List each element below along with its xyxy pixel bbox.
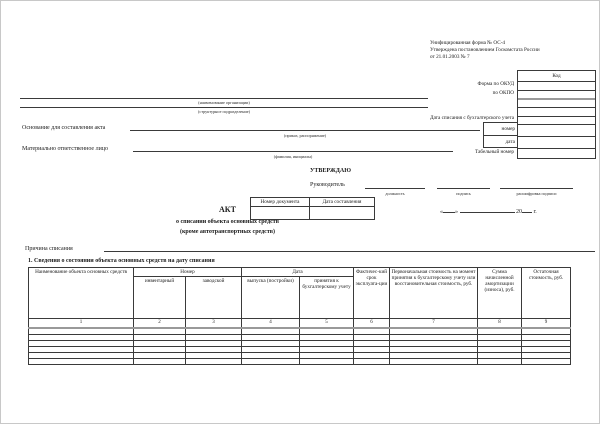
responsible-person-label: Материально ответственное лицо [22,146,109,152]
basis-caption: (приказ, распоряжение) [283,133,327,138]
col-number: 9 [522,319,571,329]
approve-date-line [440,206,537,216]
act-title: АКТ [219,205,236,214]
responsible-person-line [133,151,453,152]
close-quote: » [455,209,458,215]
empty-cell [186,358,242,364]
empty-cell [354,358,390,364]
year-suffix: г. [533,209,537,215]
position-caption: должность [385,191,405,196]
doc-number-header: Номер документа [251,198,310,207]
order-number-label: номер [501,126,515,132]
order-number-cell [518,124,595,136]
section1-title: 1. Сведения о состоянии объекта основных средств на дату списания [28,258,215,264]
empty-cell [522,358,571,364]
empty-cell [242,358,300,364]
col-group-number: Номер [134,268,242,277]
organization-line [20,98,428,99]
position-signature-line [365,188,425,189]
col-name-header: Наименование объекта основных средств [29,268,134,319]
act-subtitle-1: о списании объекта основных средств [176,219,279,225]
responsible-person-caption: (фамилия, инициалы) [273,154,313,159]
division-line [20,107,428,108]
col-life-header: Фактичес-кий срок эксплуата-ции [354,268,390,319]
column-number-row [29,319,571,329]
form-approval-note [430,40,596,61]
col-number: 2 [134,319,186,329]
year-blank [522,206,532,213]
col-depreciation-header: Сумма начисленной амортизации (износа), руб. [478,268,522,319]
basis-line [130,130,480,131]
approve-label: УТВЕРЖДАЮ [310,168,352,174]
col-factory-header: заводской [186,277,242,319]
tab-number-cell [518,148,595,158]
name-line [500,188,573,189]
okpo-code-cell [518,90,595,98]
act-subtitle-2: (кроме автотранспортных средств) [179,229,276,235]
empty-code-cell [518,98,595,107]
okud-label: Форма по ОКУД [477,81,514,87]
col-number: 5 [300,319,354,329]
division-caption: (структурное подразделение) [197,109,251,114]
organization-caption: (наименование организации) [198,100,250,105]
col-residual-header: Остаточная стоимость, руб. [522,268,571,319]
reason-label: Причина списания [25,246,73,252]
year-prefix: 20 [516,209,522,215]
empty-cell [390,358,478,364]
table-row [29,358,571,364]
code-header-cell: Код [552,73,561,79]
writeoff-date-cell [518,116,595,124]
signature-caption: подпись [456,191,471,196]
okpo-label: по ОКПО [492,90,514,96]
col-number: 4 [242,319,300,329]
asset-table-group-header-row [29,268,571,277]
doc-date-header: Дата составления [310,198,375,207]
col-group-date: Дата [242,268,354,277]
col-initial-cost-header: Первоначальная стоимость на момент принятия к бухгалтерскому учету или восстановительная стоимость, руб. [390,268,478,319]
empty-cell [29,358,134,364]
empty-code-cell [518,107,595,116]
col-number: 1 [29,319,134,329]
form-approved-line: Утверждена постановлением Госкомстата России [430,47,540,53]
reason-line [104,251,595,252]
col-issue-date-header: выпуска (постройки) [242,277,300,319]
col-number: 6 [354,319,390,329]
day-blank [443,206,455,213]
name-caption: расшифровка подписи [516,191,557,196]
form-date-line: от 21.01.2003 № 7 [430,54,470,60]
col-number: 3 [186,319,242,329]
head-label: Руководитель [310,182,345,188]
basis-label: Основание для составления акта [22,125,106,131]
asset-table-body [29,268,571,365]
col-accept-date-header: принятия к бухгалтерскому учету [300,277,354,319]
empty-cell [300,358,354,364]
col-number: 7 [390,319,478,329]
form-name-line: Унифицированная форма № ОС-4 [430,40,506,46]
col-number: 8 [478,319,522,329]
col-inventory-header: инвентарный [134,277,186,319]
doc-date-cell [310,207,375,220]
okud-code-cell [518,81,595,90]
writeoff-date-label: Дата списания с бухгалтерского учета [429,115,514,121]
empty-cell [478,358,522,364]
empty-cell [134,358,186,364]
code-box [517,70,596,159]
order-date-label: дата [484,135,517,147]
open-quote: « [440,209,443,215]
month-blank [460,206,515,213]
order-date-cell [518,136,595,148]
asset-state-table [28,267,571,365]
order-number-date-box [483,122,517,148]
signature-line [437,188,490,189]
tab-number-label: Табельный номер [475,149,514,155]
